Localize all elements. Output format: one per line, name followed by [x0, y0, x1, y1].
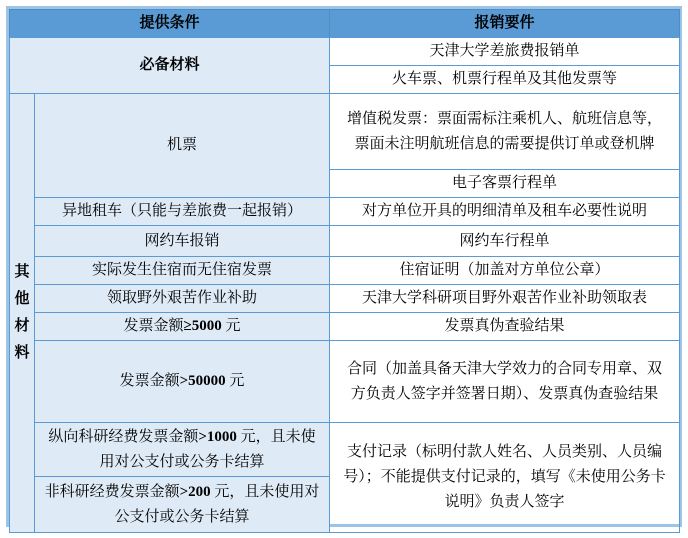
- table-row: [10, 313, 680, 341]
- required-materials-label-cell: 必备材料: [10, 38, 330, 94]
- vertical-fund-gt-1000-condition-cell: [35, 423, 330, 477]
- condition-text: 发票金额: [119, 373, 180, 389]
- condition-amount: >200: [179, 483, 211, 500]
- field-work-allowance-condition-cell: 领取野外艰苦作业补助: [35, 285, 330, 313]
- table-row: [10, 257, 680, 285]
- rental-detail-requirement-cell: 对方单位开具的明细清单及租车必要性说明: [330, 198, 680, 226]
- invoice-ge-5000-condition-cell: [35, 313, 330, 341]
- condition-text-suffix: 元: [221, 318, 241, 334]
- reimbursement-requirement-header: 报销要件: [330, 10, 680, 38]
- reimbursement-table-frame: [6, 6, 682, 527]
- payment-record-requirement-cell: 支付记录（标明付款人姓名、人员类别、人员编号）；不能提供支付记录的，填写《未使用公务卡说明》负责人签字: [330, 423, 680, 533]
- table-row: [10, 423, 680, 477]
- condition-text: 非科研经费发票金额: [44, 483, 180, 500]
- invoice-verification-requirement-cell: 发票真伪查验结果: [330, 313, 680, 341]
- travel-reimbursement-form-cell: 天津大学差旅费报销单: [330, 38, 680, 66]
- reimbursement-requirements-table: [9, 9, 680, 533]
- other-materials-label-cell: [10, 94, 35, 533]
- ride-hailing-condition-cell: 网约车报销: [35, 226, 330, 257]
- lodging-proof-requirement-cell: 住宿证明（加盖对方单位公章）: [330, 257, 680, 285]
- condition-amount: >50000: [179, 373, 226, 389]
- field-work-allowance-form-cell: 天津大学科研项目野外艰苦作业补助领取表: [330, 285, 680, 313]
- invoice-gt-50000-condition-cell: [35, 341, 330, 423]
- table-row: [10, 226, 680, 257]
- condition-text: 发票金额: [123, 318, 184, 334]
- ride-hailing-itinerary-cell: 网约车行程单: [330, 226, 680, 257]
- condition-text-suffix: 元: [225, 373, 245, 389]
- contract-requirement-cell: 合同（加盖具备天津大学效力的合同专用章、双方负责人签字并签署日期）、发票真伪查验结果: [330, 341, 680, 423]
- vat-invoice-requirement-cell: 增值税发票：票面需标注乘机人、航班信息等，票面未注明航班信息的需要提供订单或登机牌: [330, 94, 680, 170]
- table-row: [10, 285, 680, 313]
- condition-text-suffix: 元，且未使用对公支付或公务卡结算: [114, 483, 320, 525]
- condition-amount: >1000: [198, 428, 237, 445]
- condition-amount: ≥5000: [183, 318, 222, 334]
- table-row: [10, 94, 680, 170]
- condition-text-suffix: 元，且未使用对公支付或公务卡结算: [99, 428, 316, 470]
- lodging-no-invoice-condition-cell: 实际发生住宿而无住宿发票: [35, 257, 330, 285]
- table-row: [10, 38, 680, 66]
- e-ticket-itinerary-cell: 电子客票行程单: [330, 170, 680, 198]
- non-research-fund-gt-200-condition-cell: [35, 477, 330, 533]
- remote-car-rental-condition-cell: 异地租车（只能与差旅费一起报销）: [35, 198, 330, 226]
- train-ticket-requirement-cell: 火车票、机票行程单及其他发票等: [330, 66, 680, 94]
- condition-text: 纵向科研经费发票金额: [48, 428, 199, 445]
- table-row: [10, 198, 680, 226]
- provide-condition-header: 提供条件: [10, 10, 330, 38]
- flight-ticket-condition-cell: 机票: [35, 94, 330, 198]
- table-row: [10, 341, 680, 423]
- other-materials-label: 其他材料: [14, 264, 30, 361]
- table-header-row: [10, 10, 680, 38]
